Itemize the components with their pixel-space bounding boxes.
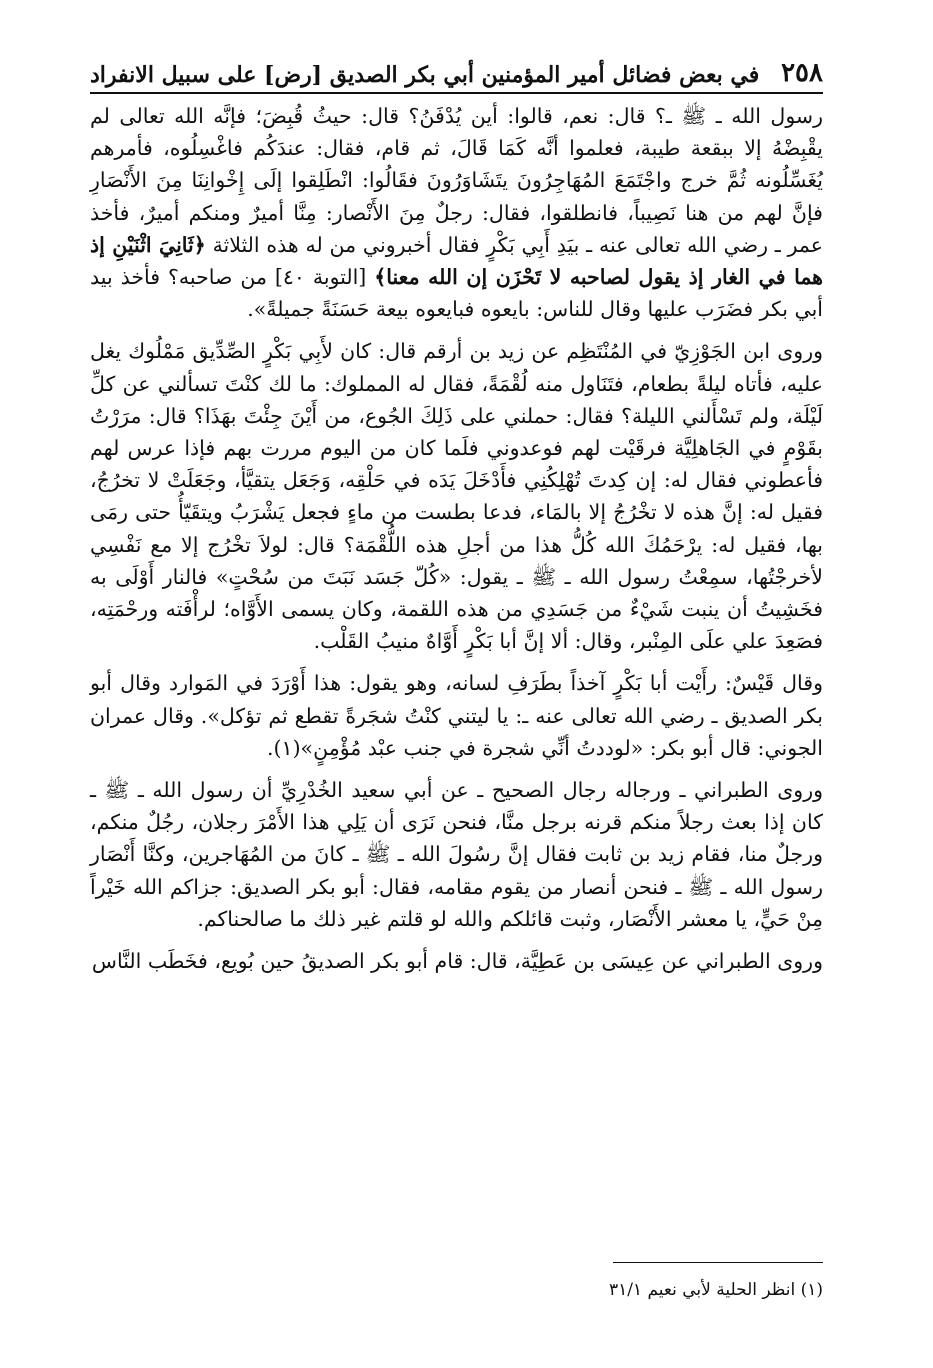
paragraph-3 (90, 667, 823, 764)
paragraph-text: [التوبة ٤٠] من صاحبه؟ فأخذ بيد أبي بكر فضَرَب عليها وقال للناس: بايعوه فبايعوه بيعة حَسَنَةً جميلةً». (90, 265, 823, 322)
paragraph-text: رسول الله ـ ﷺ ـ؟ قال: نعم، قالوا: أين يُدْفَنُ؟ قال: حيثُ قُبِضَ؛ فإنَّه الله تعالى لم يقْبِضْهُ إلا ببقعة طيبة، فعلموا أنَّه كَمَا قَالَ، ثم قام، فقال: عندَكُم فاغْسِلُوه، فأمرهم يُغَسِّلُونه ثُمَّ خرج واجْتَمَعَ المُهَاجِرُونَ يتَشَاوَرُونَ فقَالُوا: انْطَلِقوا إلَى إِخْوانِنَا مِنَ الأَنْصَارِ فإنَّ لهم من هنا نَصِيباً، فانطلقوا، فقال: رجلٌ مِنَ الأَنْصار: مِنَّا أميرٌ ومنكم أميرٌ، فأخذ عمر ـ رضي الله تعالى عنه ـ بيَدِ أَبِي بَكْرٍ فقال أخبروني من له هذه الثلاثة (90, 104, 823, 257)
paragraph-2 (90, 335, 823, 657)
paragraph-text: وقال قَيْسٌ: رأَيْت أبا بَكْرٍ آخذاً بطَرَفِ لسانه، وهو يقول: هذا أَوْرَدَ في المَوارد وقال أبو بكر الصديق ـ رضي الله تعالى عنه ـ: يا ليتني كنْتُ شجَرةً تقطع ثم تؤكل». وقال عمران الجوني: قال أبو بكر: «لوددتُ أنِّي شجرة في جنب عبْد مُؤْمِنٍ»(١). (90, 671, 823, 760)
running-title: في بعض فضائل أمير المؤمنين أبي بكر الصديق [رض] على سبيل الانفراد (90, 62, 760, 88)
paragraph-1 (90, 100, 823, 325)
paragraph-text: وروى الطبراني عن عِيسَى بن عَطِيَّة، قال: قام أبو بكر الصديقُ حين بُويع، فخَطَب النَّاس (91, 949, 823, 974)
paragraph-text: وروى الطبراني ـ ورجاله رجال الصحيح ـ عن أبي سعيد الخُدْرِيِّ أن رسول الله ـ ﷺ ـ كان إذا بعث رجلاً منكم قرنه برجل منَّا، فنحن نَرَى أن يَلِي هذا الأَمْرَ رجلان، رجُلٌ منكم، ورجلٌ منا، فقام زيد بن ثابت فقال إنَّ رسُولَ الله ـ ﷺ ـ كانَ من المُهَاجرين، وكنَّا أَنْصَار رسول الله ـ ﷺ ـ فنحن أنصار من يقوم مقامه، فقال: أبو بكر الصديق: جزاكم الله خَيْراً مِنْ حَيٍّ، يا معشر الأَنْصَار، وثبت قائلكم والله لو قلتم غير ذلك ما صالحناكم. (90, 778, 823, 931)
paragraph-text: وروى ابن الجَوْزِيّ في المُنْتَظِم عن زيد بن أرقم قال: كان لأَبِي بَكْرٍ الصِّدِّيق مَمْلُوك يغل عليه، فأتاه ليلةً بطعام، فتَنَاول منه لُقْمَةً، فقال له المملوك: ما لك كنْتَ تسألني عن كلِّ لَيْلَة، ولم تَسْأَلني الليلة؟ فقال: حملني على ذَلِكَ الجُوع، من أَيْنَ جِئْتَ بهَذَا؟ قال: مرَرْتُ بقَوْمٍ في الجَاهلِيَّة فرقَيْت لهم فوعدوني فلَما كان من اليوم مررت بهم فإذا عرس لهم فأعطوني فقال له: إن كِدتَ تُهْلِكُنِي فأَدْخَلَ يَدَه في حَلْقِه، وَجَعَل يتقيَّأ، وجَعَلَتْ لا تخرُجُ، فقيل له: إنَّ هذه لا تخْرُجُ إلا بالمَاء، فدعا بطست من ماءٍ فجعل يَشْرَبُ ويتقَيّأُ حتى رمَى بها، فقيل له: يرْحَمُكَ الله كُلُّ هذا من أجلِ هذه اللُّقْمَة؟ قال: لولاَ تخْرُج إلا مع نَفْسِي لأخرجْتُها، سمِعْتُ رسول الله ـ ﷺ ـ يقول: «كُلّ جَسَد نَبَتَ من سُحْتٍ» فالنار أَوْلَى به فخَشِيتُ أن ينبت شَيْءٌ من جَسَدِي من هذه اللقمة، وكان يسمى الأَوَّاه؛ لرأْفَته ورحْمَتِه، فصَعِدَ علي علَى المِنْبر، وقال: ألا إنَّ أبا بَكْرٍ أَوَّاهٌ منيبُ القَلْب. (90, 339, 823, 654)
body-text (90, 100, 823, 983)
quran-verse: ﴿ثَانِيَ اثْنَيْنِ إذ هما في الغار إذ يقول لصاحبه لا تَحْزَن إن الله معنا﴾ (90, 232, 823, 290)
footnote-rule (613, 1262, 823, 1263)
page-number: ٢٥٨ (781, 58, 823, 88)
paragraph-5 (90, 945, 823, 977)
page-header (90, 48, 823, 88)
paragraph-4 (90, 774, 823, 935)
header-rule (90, 92, 823, 94)
footnote: (١) انظر الحلية لأبي نعيم ٣١/١ (608, 1280, 823, 1300)
